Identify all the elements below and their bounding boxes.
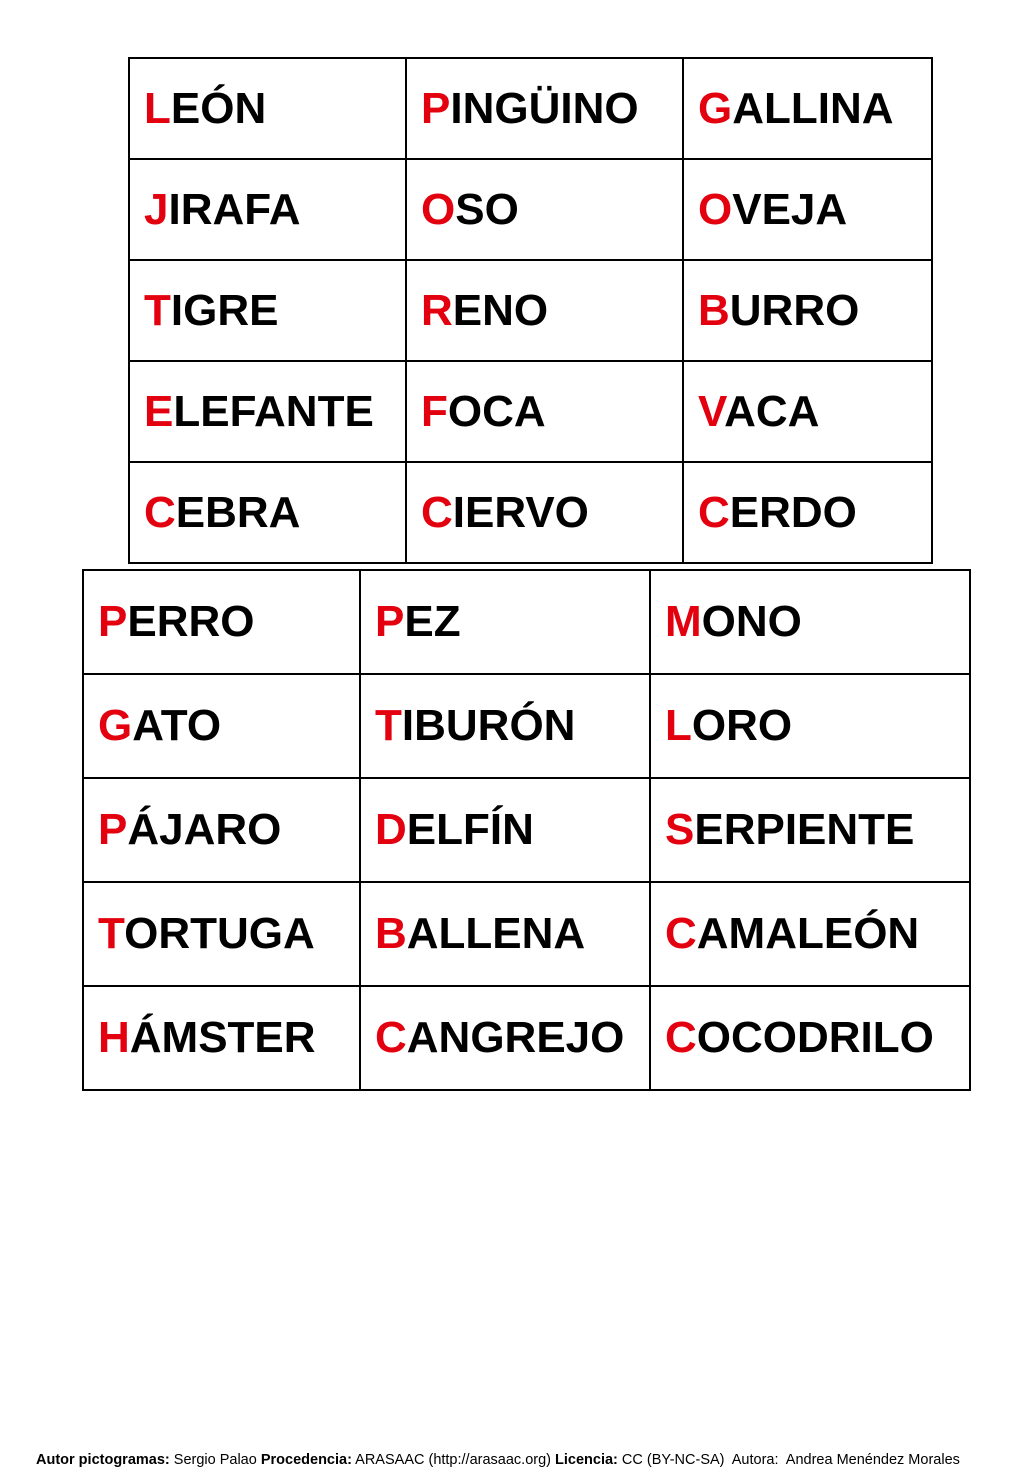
word-cell bbox=[406, 58, 683, 159]
word-cell bbox=[360, 778, 650, 882]
word-cell bbox=[683, 159, 932, 260]
word-cell bbox=[406, 462, 683, 563]
animal-words-table-bottom bbox=[82, 569, 971, 1091]
word-cell bbox=[360, 882, 650, 986]
word-rest: IERVO bbox=[452, 487, 589, 537]
word-rest: ORO bbox=[691, 701, 793, 750]
license-value: CC (BY-NC-SA) bbox=[621, 1452, 725, 1468]
word-cell bbox=[406, 159, 683, 260]
source-label: Procedencia: bbox=[260, 1452, 352, 1468]
credits-footer bbox=[36, 1452, 960, 1468]
word-rest: ERPIENTE bbox=[694, 805, 915, 854]
word-cell bbox=[83, 674, 360, 778]
initial-letter: C bbox=[665, 1013, 697, 1062]
word-rest: ÁMSTER bbox=[129, 1013, 316, 1062]
initial-letter: H bbox=[98, 1013, 130, 1062]
word-cell bbox=[360, 674, 650, 778]
word-cell bbox=[129, 462, 406, 563]
word-cell bbox=[360, 570, 650, 674]
word-rest: EÓN bbox=[170, 83, 267, 133]
table-row bbox=[83, 570, 970, 674]
word-cell bbox=[650, 778, 970, 882]
table-row bbox=[83, 986, 970, 1090]
word-cell bbox=[360, 986, 650, 1090]
word-rest: OCA bbox=[447, 386, 546, 436]
initial-letter: C bbox=[421, 487, 453, 537]
table-row bbox=[83, 778, 970, 882]
initial-letter: C bbox=[144, 487, 176, 537]
initial-letter: T bbox=[375, 701, 402, 750]
word-rest: SO bbox=[455, 184, 519, 234]
word-cell bbox=[650, 882, 970, 986]
word-cell bbox=[129, 159, 406, 260]
initial-letter: R bbox=[421, 285, 453, 335]
initial-letter: C bbox=[698, 487, 730, 537]
word-cell bbox=[650, 570, 970, 674]
word-cell bbox=[129, 58, 406, 159]
word-rest: ACA bbox=[724, 386, 820, 436]
table-row bbox=[83, 674, 970, 778]
initial-letter: G bbox=[698, 83, 733, 133]
author-value: Sergio Palao bbox=[173, 1452, 257, 1468]
word-cell bbox=[650, 986, 970, 1090]
word-rest: ELFÍN bbox=[406, 805, 534, 854]
word-rest: IGRE bbox=[170, 285, 279, 335]
initial-letter: E bbox=[144, 386, 174, 436]
author-label: Autor pictogramas: bbox=[36, 1452, 170, 1468]
word-rest: ALLINA bbox=[732, 83, 894, 133]
word-rest: URRO bbox=[729, 285, 860, 335]
word-cell bbox=[683, 361, 932, 462]
initial-letter: B bbox=[375, 909, 407, 958]
word-rest: ENO bbox=[452, 285, 549, 335]
word-rest: ERRO bbox=[127, 597, 255, 646]
word-rest: EZ bbox=[404, 597, 461, 646]
animal-words-table-top bbox=[128, 57, 933, 564]
initial-letter: P bbox=[421, 83, 451, 133]
word-rest: AMALEÓN bbox=[696, 909, 920, 958]
table-row bbox=[129, 58, 932, 159]
initial-letter: P bbox=[98, 805, 128, 854]
word-cell bbox=[683, 58, 932, 159]
initial-letter: C bbox=[665, 909, 697, 958]
creator-label: Autora: bbox=[731, 1452, 779, 1468]
word-cell bbox=[129, 260, 406, 361]
word-cell bbox=[650, 674, 970, 778]
word-cell bbox=[83, 882, 360, 986]
initial-letter: O bbox=[698, 184, 733, 234]
word-rest: ONO bbox=[701, 597, 802, 646]
word-cell bbox=[83, 778, 360, 882]
table-row bbox=[129, 361, 932, 462]
initial-letter: V bbox=[698, 386, 725, 436]
table-row bbox=[83, 882, 970, 986]
creator-value: Andrea Menéndez Morales bbox=[785, 1452, 960, 1468]
initial-letter: B bbox=[698, 285, 730, 335]
table-row bbox=[129, 260, 932, 361]
word-rest: VEJA bbox=[732, 184, 848, 234]
word-cell bbox=[683, 260, 932, 361]
initial-letter: D bbox=[375, 805, 407, 854]
license-label: Licencia: bbox=[555, 1452, 618, 1468]
word-rest: LEFANTE bbox=[173, 386, 374, 436]
initial-letter: J bbox=[144, 184, 169, 234]
word-rest: ANGREJO bbox=[406, 1013, 625, 1062]
word-rest: ÁJARO bbox=[127, 805, 282, 854]
table-row bbox=[129, 462, 932, 563]
word-cell bbox=[83, 570, 360, 674]
word-rest: ORTUGA bbox=[124, 909, 315, 958]
word-rest: OCODRILO bbox=[696, 1013, 934, 1062]
initial-letter: M bbox=[665, 597, 702, 646]
word-cell bbox=[129, 361, 406, 462]
word-cell bbox=[406, 361, 683, 462]
word-cell bbox=[683, 462, 932, 563]
initial-letter: P bbox=[375, 597, 405, 646]
table-top-body bbox=[129, 58, 932, 563]
initial-letter: L bbox=[665, 701, 692, 750]
initial-letter: C bbox=[375, 1013, 407, 1062]
table-row bbox=[129, 159, 932, 260]
word-rest: ERDO bbox=[729, 487, 857, 537]
word-cell bbox=[83, 986, 360, 1090]
word-rest: ATO bbox=[132, 701, 222, 750]
word-rest: ALLENA bbox=[406, 909, 586, 958]
source-value: ARASAAC (http://arasaac.org) bbox=[355, 1452, 551, 1468]
table-bottom-body bbox=[83, 570, 970, 1090]
word-rest: IRAFA bbox=[168, 184, 301, 234]
initial-letter: G bbox=[98, 701, 133, 750]
initial-letter: T bbox=[144, 285, 171, 335]
initial-letter: L bbox=[144, 83, 171, 133]
word-rest: INGÜINO bbox=[450, 83, 639, 133]
initial-letter: O bbox=[421, 184, 456, 234]
initial-letter: F bbox=[421, 386, 448, 436]
initial-letter: S bbox=[665, 805, 695, 854]
word-rest: IBURÓN bbox=[401, 701, 576, 750]
initial-letter: P bbox=[98, 597, 128, 646]
word-rest: EBRA bbox=[175, 487, 301, 537]
word-cell bbox=[406, 260, 683, 361]
initial-letter: T bbox=[98, 909, 125, 958]
